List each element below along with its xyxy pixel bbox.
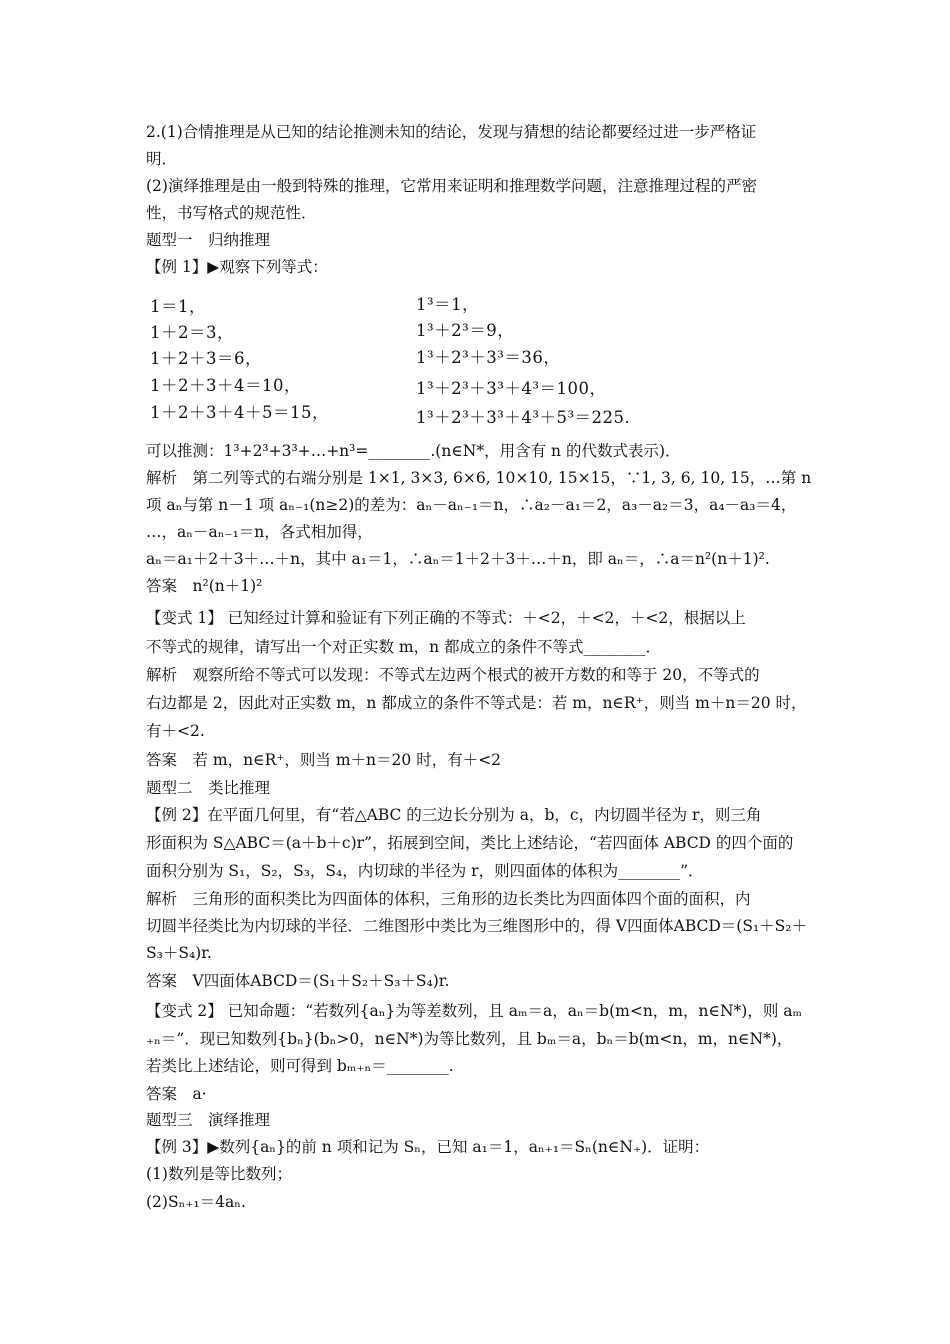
answer-line: 答案 n²(n＋1)² xyxy=(146,577,263,595)
text-line: 2.(1)合情推理是从已知的结论推测未知的结论，发现与猜想的结论都要经过进一步严格证 xyxy=(146,123,757,141)
text-line: S₃＋S₄)r. xyxy=(146,944,212,962)
equation-right: 1³＋2³＋3³＋4³＝100， xyxy=(416,379,607,398)
text-line: (1)数列是等比数列； xyxy=(146,1165,292,1183)
text-line: 若类比上述结论，则可得到 bₘ₊ₙ＝________. xyxy=(146,1057,454,1075)
text-line: 明． xyxy=(146,150,178,168)
section-heading: 题型三 演绎推理 xyxy=(146,1111,271,1129)
example-heading: 【例 2】在平面几何里，有“若△ABC 的三边长分别为 a，b，c，内切圆半径为 r，则三角 xyxy=(146,806,762,824)
equation-left: 1＋2＋3＋4＝10， xyxy=(150,376,301,395)
text-line: 【变式 2】 已知命题：“若数列{aₙ}为等差数列，且 aₘ＝a，aₙ＝b(m<n，m，n∈N*)，则 aₘ xyxy=(146,1002,802,1020)
text-line: 有＋<2. xyxy=(146,722,205,740)
example-heading: 【例 3】▶数列{aₙ}的前 n 项和记为 Sₙ，已知 a₁＝1，aₙ₊₁＝Sₙ(n∈N₊)．证明： xyxy=(146,1138,710,1156)
answer-line: 答案 若 m，n∈R⁺，则当 m＋n＝20 时，有＋<2 xyxy=(146,751,502,769)
text-line: 【变式 1】 已知经过计算和验证有下列正确的不等式：＋<2，＋<2，＋<2，根据以上 xyxy=(146,609,746,627)
text-line: 形面积为 S△ABC＝(a＋b＋c)r”，拓展到空间，类比上述结论，“若四面体 ABCD 的四个面的 xyxy=(146,834,794,852)
text-line: 面积分别为 S₁，S₂，S₃，S₄，内切球的半径为 r，则四面体的体积为________”． xyxy=(146,862,704,880)
section-heading: 题型二 类比推理 xyxy=(146,779,271,797)
section-heading: 题型一 归纳推理 xyxy=(146,231,271,249)
text-line: 解析 观察所给不等式可以发现：不等式左边两个根式的被开方数的和等于 20，不等式的 xyxy=(146,666,760,684)
text-line: 不等式的规律，请写出一个对正实数 m，n 都成立的条件不等式________． xyxy=(146,638,662,656)
text-line: (2)Sₙ₊₁＝4aₙ. xyxy=(146,1193,246,1211)
equation-left: 1＋2＋3＝6， xyxy=(150,349,262,368)
text-line: 性，书写格式的规范性． xyxy=(146,204,317,222)
text-line: 项 aₙ与第 n－1 项 aₙ₋₁(n≥2)的差为：aₙ－aₙ₋₁＝n，∴a₂－a₁＝2，a₃－a₂＝3，a₄－a₃＝4， xyxy=(146,496,797,514)
equation-left: 1＝1， xyxy=(150,297,206,316)
text-line: ₊ₙ＝”．现已知数列{bₙ}(bₙ>0，n∈N*)为等比数列，且 bₘ＝a，bₙ＝b(m<n，m，n∈N*)， xyxy=(146,1030,793,1048)
text-line: 右边都是 2，因此对正实数 m，n 都成立的条件不等式是：若 m，n∈R⁺，则当 m＋n＝20 时， xyxy=(146,694,807,712)
text-line: 解析 第二列等式的右端分别是 1×1, 3×3, 6×6, 10×10, 15×15，∵1, 3, 6, 10, 15，…第 n xyxy=(146,469,812,487)
equation-right: 1³＋2³＝9， xyxy=(416,321,515,340)
text-line: 可以推测：1³+2³+3³+…+n³=________.(n∈N*，用含有 n 的代数式表示)． xyxy=(146,442,681,460)
equation-right: 1³＋2³＋3³＝36， xyxy=(416,348,561,367)
equation-left: 1＋2＋3＋4＋5＝15， xyxy=(150,403,329,422)
text-line: …，aₙ－aₙ₋₁＝n，各式相加得， xyxy=(146,523,373,541)
text-line: (2)演绎推理是由一般到特殊的推理，它常用来证明和推理数学问题，注意推理过程的严密 xyxy=(146,177,757,195)
text-line: aₙ＝a₁＋2＋3＋…＋n，其中 a₁＝1，∴aₙ＝1＋2＋3＋…＋n，即 aₙ＝，∴a＝n²(n＋1)². xyxy=(146,550,770,568)
text-line: 切圆半径类比为内切球的半径．二维图形中类比为三维图形中的，得 V四面体ABCD＝(S₁＋S₂＋ xyxy=(146,917,807,935)
answer-line: 答案 V四面体ABCD＝(S₁＋S₂＋S₃＋S₄)r. xyxy=(146,972,450,990)
equation-right: 1³＋2³＋3³＋4³＋5³＝225. xyxy=(416,408,631,427)
example-heading: 【例 1】▶观察下列等式： xyxy=(146,258,328,276)
equation-right: 1³＝1， xyxy=(416,295,480,314)
text-line: 解析 三角形的面积类比为四面体的体积，三角形的边长类比为四面体四个面的面积，内 xyxy=(146,890,751,908)
answer-line: 答案 a· xyxy=(146,1085,207,1103)
equation-left: 1＋2＝3， xyxy=(150,323,234,342)
